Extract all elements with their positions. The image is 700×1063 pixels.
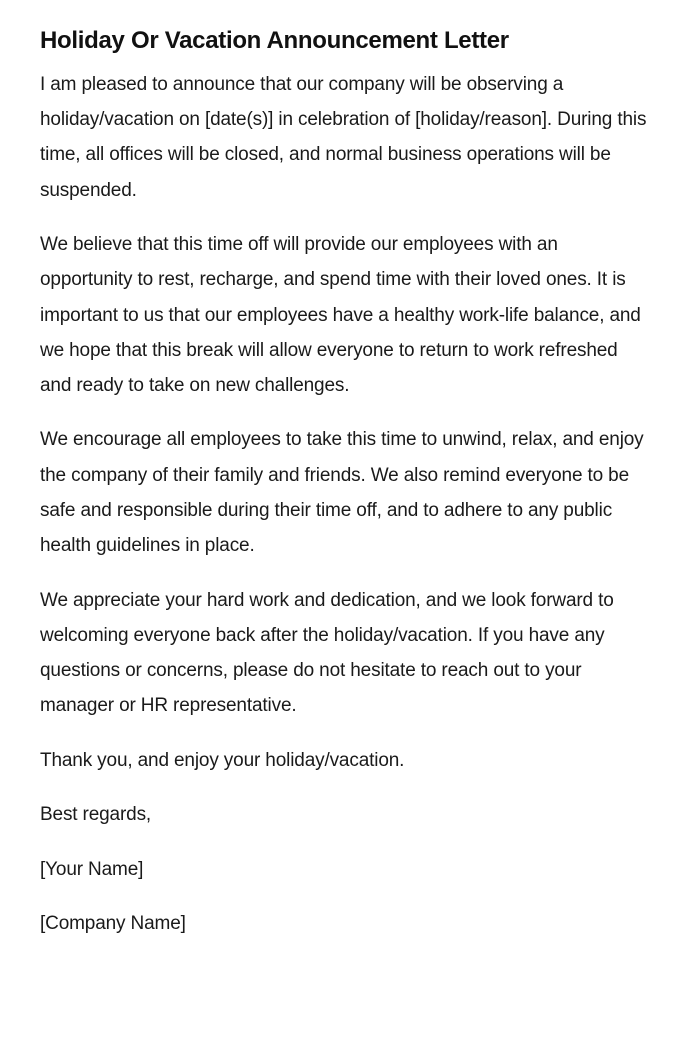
letter-title: Holiday Or Vacation Announcement Letter bbox=[40, 27, 509, 54]
body-paragraph-thanks: Thank you, and enjoy your holiday/vacation. bbox=[40, 749, 405, 771]
signature-company: [Company Name] bbox=[40, 913, 186, 935]
body-paragraph-intro: I am pleased to announce that our company will be observing a holiday/vacation on [date(s)] in celebration of [holiday/reason]. During this time, all offices will be closed, and normal business operations will be suspended. bbox=[40, 74, 647, 201]
letter-document bbox=[40, 24, 650, 941]
signature-name: [Your Name] bbox=[40, 858, 144, 880]
closing-salutation: Best regards, bbox=[40, 804, 152, 826]
body-paragraph-appreciation: We appreciate your hard work and dedication, and we look forward to welcoming everyone back after the holiday/vacation. If you have any questions or concerns, please do not hesitate to reach out to your manager or HR representative. bbox=[40, 589, 614, 717]
body-paragraph-benefits: We believe that this time off will provide our employees with an opportunity to rest, recharge, and spend time with their loved ones. It is important to us that our employees have a healthy work-life balance, and we hope that this break will allow everyone to return to work refreshed and ready to take on new challenges. bbox=[40, 234, 641, 396]
body-paragraph-encouragement: We encourage all employees to take this time to unwind, relax, and enjoy the company of their family and friends. We also remind everyone to be safe and responsible during their time off, and to adhere to any public health guidelines in place. bbox=[40, 429, 644, 557]
